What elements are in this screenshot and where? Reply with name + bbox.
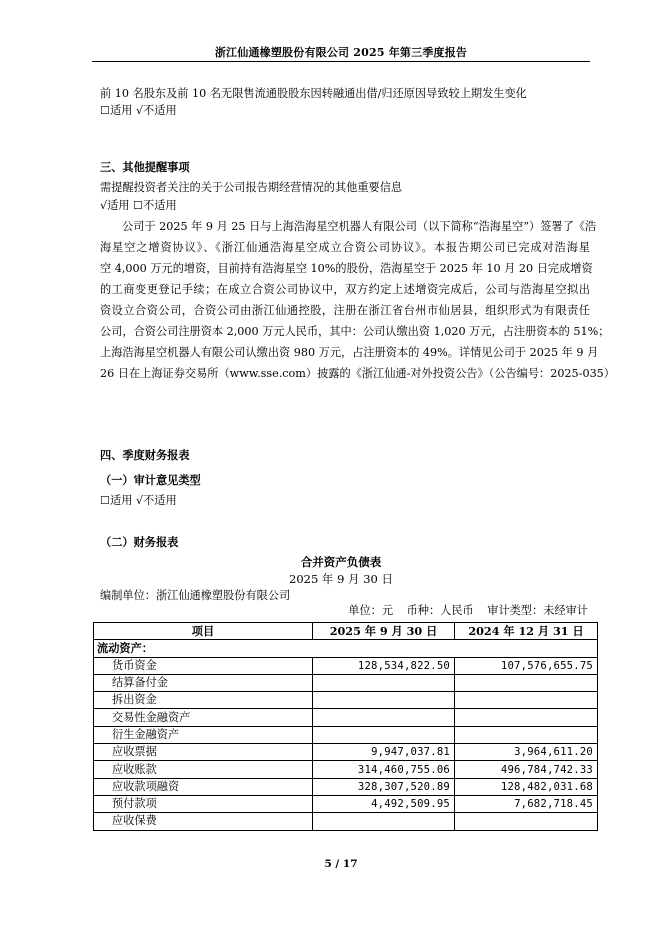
row-item: 应收款项融资 [94, 778, 313, 795]
paragraph-line: 的工商变更登记手续；在成立合资公司协议中，双方约定上述增资完成后，公司与浩海星空拟出 [100, 283, 590, 296]
row-value-prior: 107,576,655.75 [455, 657, 598, 674]
column-header-prior: 2024 年 12 月 31 日 [455, 623, 598, 640]
paragraph-line: 26 日在上海证券交易所（www.sse.com）披露的《浙江仙通-对外投资公告》（公告编号：2025-035） [100, 367, 615, 380]
table-row-section [94, 640, 598, 657]
page-number: 5 / 17 [324, 858, 358, 870]
table-row [94, 813, 598, 830]
row-item: 拆出资金 [94, 692, 313, 709]
table-row [94, 674, 598, 691]
row-item: 交易性金融资产 [94, 709, 313, 726]
shareholder-note-options: ☐适用 √不适用 [100, 104, 177, 117]
section3-paragraph [100, 216, 615, 384]
row-value-current [313, 709, 455, 726]
column-header-current: 2025 年 9 月 30 日 [313, 623, 455, 640]
table-row [94, 726, 598, 743]
row-value-prior [455, 726, 598, 743]
unit-line [92, 602, 588, 618]
row-item: 衍生金融资产 [94, 726, 313, 743]
balance-sheet-preparer: 编制单位：浙江仙通橡塑股份有限公司 [100, 589, 291, 602]
row-value-current: 128,534,822.50 [313, 657, 455, 674]
row-value-current: 4,492,509.95 [313, 795, 455, 812]
paragraph-line: 空 4,000 万元的增资，目前持有浩海星空 10%的股份，浩海星空于 2025 年 10 月 20 日完成增资 [100, 262, 593, 275]
row-value-current [313, 674, 455, 691]
table-row [94, 795, 598, 812]
row-value-prior [455, 674, 598, 691]
paragraph-line: 公司，合资公司注册资本 2,000 万元人民币，其中：公司认缴出资 1,020 万元，占注册资本的 51%； [100, 325, 610, 338]
balance-sheet-title: 合并资产负债表 [300, 555, 382, 569]
row-value-prior [455, 709, 598, 726]
row-item: 货币资金 [94, 657, 313, 674]
section4-title: 四、季度财务报表 [100, 448, 190, 462]
row-item: 应收保费 [94, 813, 313, 830]
row-value-prior [455, 692, 598, 709]
table-row [94, 761, 598, 778]
paragraph-line: 上海浩海星空机器人有限公司认缴出资 980 万元，占注册资本的 49%。详情见公司于 2025 年 9 月 [100, 346, 599, 359]
row-value-current [313, 692, 455, 709]
balance-sheet-table [93, 622, 598, 831]
row-value-current [313, 726, 455, 743]
unit-label: 单位：元 [348, 604, 394, 617]
row-item: 应收账款 [94, 761, 313, 778]
table-row [94, 692, 598, 709]
row-value-prior: 7,682,718.45 [455, 795, 598, 812]
paragraph-line: 资设立合资公司，合资公司由浙江仙通控股，注册在浙江省台州市仙居县，组织形式为有限责任 [100, 304, 590, 317]
currency-label: 币种：人民币 [406, 604, 474, 617]
row-item: 结算备付金 [94, 674, 313, 691]
column-header-item: 项目 [94, 623, 313, 640]
financial-statements-heading: （二）财务报表 [100, 535, 179, 549]
row-value-prior [455, 813, 598, 830]
row-item: 应收票据 [94, 744, 313, 761]
page-header: 浙江仙通橡塑股份有限公司 2025 年第三季度报告 [214, 46, 468, 59]
row-value-current: 314,460,755.06 [313, 761, 455, 778]
row-value-current: 9,947,037.81 [313, 744, 455, 761]
paragraph-line: 公司于 2025 年 9 月 25 日与上海浩海星空机器人有限公司（以下简称“浩海星空”）签署了《浩 [122, 220, 597, 233]
table-row [94, 744, 598, 761]
shareholder-note: 前 10 名股东及前 10 名无限售流通股股东因转融通出借/归还原因导致较上期发生变化 [100, 87, 527, 100]
row-value-current: 328,307,520.89 [313, 778, 455, 795]
row-value-prior: 3,964,611.20 [455, 744, 598, 761]
balance-sheet-date: 2025 年 9 月 30 日 [289, 572, 393, 586]
section3-options: √适用 ☐不适用 [100, 199, 177, 212]
row-value-prior: 128,482,031.68 [455, 778, 598, 795]
audit-type-label: 审计类型：未经审计 [487, 604, 588, 617]
header-rule [92, 61, 590, 62]
audit-opinion-options: ☐适用 √不适用 [100, 494, 177, 507]
row-value-prior: 496,784,742.33 [455, 761, 598, 778]
paragraph-line: 海星空之增资协议》、《浙江仙通浩海星空成立合资公司协议》。本报告期公司已完成对浩海星 [100, 241, 590, 254]
row-item: 预付款项 [94, 795, 313, 812]
audit-opinion-heading: （一）审计意见类型 [100, 473, 201, 487]
table-header-row [94, 623, 598, 640]
section3-subtitle: 需提醒投资者关注的关于公司报告期经营情况的其他重要信息 [100, 181, 403, 194]
current-assets-label: 流动资产： [94, 640, 598, 657]
table-row [94, 709, 598, 726]
table-row [94, 657, 598, 674]
row-value-current [313, 813, 455, 830]
section3-title: 三、其他提醒事项 [100, 160, 190, 174]
table-row [94, 778, 598, 795]
